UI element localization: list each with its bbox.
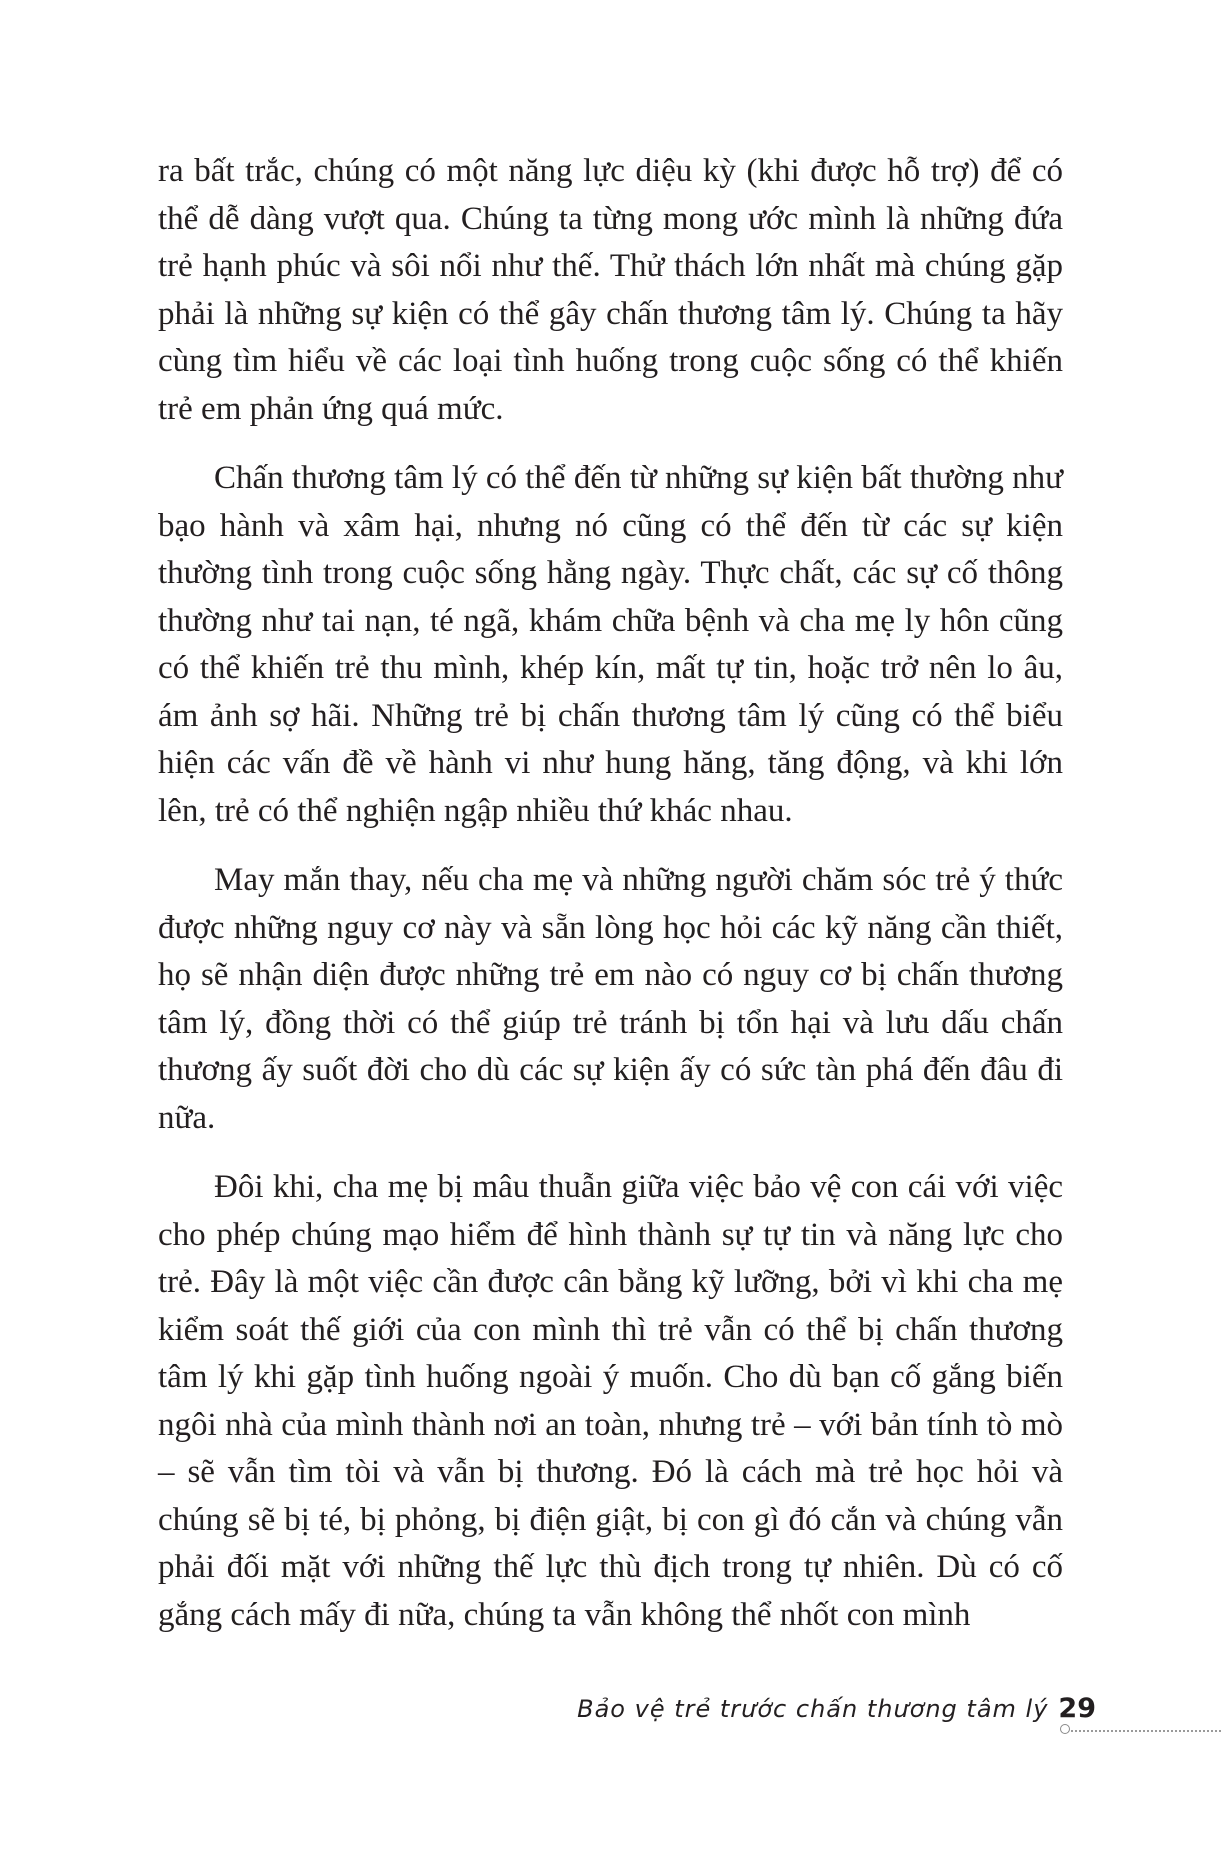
page-number: 29 (1058, 1693, 1096, 1724)
paragraph-4: Đôi khi, cha mẹ bị mâu thuẫn giữa việc bảo vệ con cái với việc cho phép chúng mạo hiểm để hình thành sự tự tin và năng lực cho trẻ. Đây là một việc cần được cân bằng kỹ lưỡng, bởi vì khi cha mẹ kiểm soát thế giới của con mình thì trẻ vẫn có thể bị chấn thương tâm lý khi gặp tình huống ngoài ý muốn. Cho dù bạn cố gắng biến ngôi nhà của mình thành nơi an toàn, nhưng trẻ – với bản tính tò mò – sẽ vẫn tìm tòi và vẫn bị thương. Đó là cách mà trẻ học hỏi và chúng sẽ bị té, bị phỏng, bị điện giật, bị con gì đó cắn và chúng vẫn phải đối mặt với những thế lực thù địch trong tự nhiên. Dù có cố gắng cách mấy đi nữa, chúng ta vẫn không thể nhốt con mình (158, 1169, 1063, 1633)
page-body (158, 148, 1063, 1661)
running-title: Bảo vệ trẻ trước chấn thương tâm lý (577, 1695, 1049, 1723)
paragraph-3: May mắn thay, nếu cha mẹ và những người chăm sóc trẻ ý thức được những nguy cơ này và sẵn lòng học hỏi các kỹ năng cần thiết, họ sẽ nhận diện được những trẻ em nào có nguy cơ bị chấn thương tâm lý, đồng thời có thể giúp trẻ tránh bị tổn hại và lưu dấu chấn thương ấy suốt đời cho dù các sự kiện ấy có sức tàn phá đến đâu đi nữa. (158, 862, 1063, 1136)
footer-rule-circle (1060, 1724, 1070, 1734)
page-footer (0, 1693, 1096, 1724)
footer-dotted-rule (1067, 1730, 1221, 1732)
paragraph-1: ra bất trắc, chúng có một năng lực diệu kỳ (khi được hỗ trợ) để có thể dễ dàng vượt qua. Chúng ta từng mong ước mình là những đứa trẻ hạnh phúc và sôi nổi như thế. Thử thách lớn nhất mà chúng gặp phải là những sự kiện có thể gây chấn thương tâm lý. Chúng ta hãy cùng tìm hiểu về các loại tình huống trong cuộc sống có thể khiến trẻ em phản ứng quá mức. (158, 153, 1063, 427)
paragraph-2: Chấn thương tâm lý có thể đến từ những sự kiện bất thường như bạo hành và xâm hại, nhưng nó cũng có thể đến từ các sự kiện thường tình trong cuộc sống hằng ngày. Thực chất, các sự cố thông thường như tai nạn, té ngã, khám chữa bệnh và cha mẹ ly hôn cũng có thể khiến trẻ thu mình, khép kín, mất tự tin, hoặc trở nên lo âu, ám ảnh sợ hãi. Những trẻ bị chấn thương tâm lý cũng có thể biểu hiện các vấn đề về hành vi như hung hăng, tăng động, và khi lớn lên, trẻ có thể nghiện ngập nhiều thứ khác nhau. (158, 460, 1063, 829)
